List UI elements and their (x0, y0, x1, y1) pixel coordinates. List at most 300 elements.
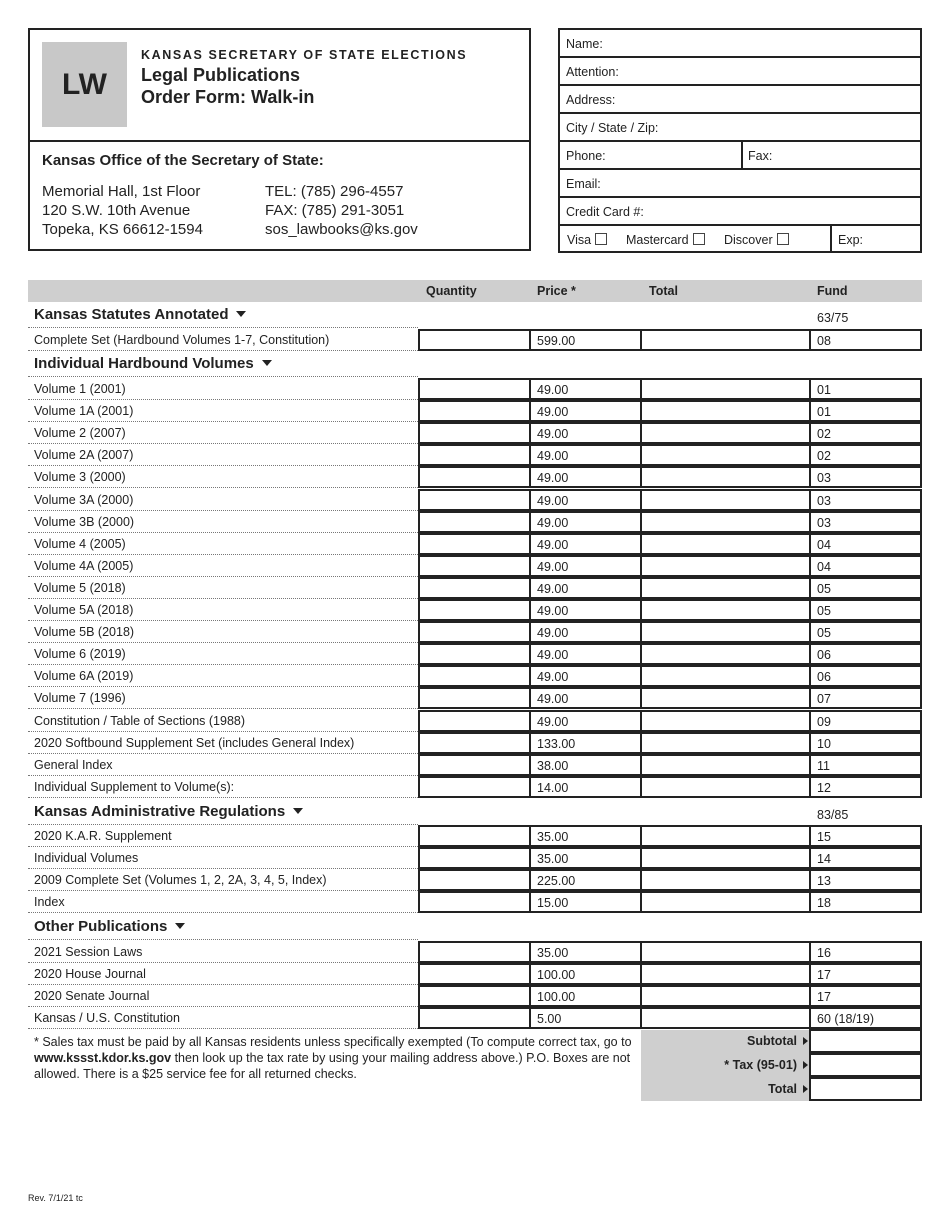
quantity-input[interactable] (418, 378, 531, 400)
quantity-input[interactable] (418, 941, 531, 963)
note-text-1: * Sales tax must be paid by all Kansas residents unless specifically exempted (To compute correct tax, go to (34, 1035, 632, 1049)
item-description: 2020 Softbound Supplement Set (includes General Index) (34, 735, 355, 750)
price-value: 38.00 (537, 758, 569, 773)
price-cell (529, 985, 642, 1007)
fund-value: 03 (817, 493, 831, 508)
name-field[interactable] (560, 30, 920, 58)
total-input[interactable] (640, 378, 811, 400)
price-cell (529, 732, 642, 754)
fund-value: 03 (817, 515, 831, 530)
item-description: Volume 7 (1996) (34, 691, 126, 706)
grand-total-input[interactable] (809, 1077, 922, 1101)
price-value: 49.00 (537, 714, 569, 729)
section-title-text: Kansas Statutes Annotated (34, 306, 229, 323)
total-column-header: Total (649, 284, 678, 298)
mastercard-label: Mastercard (626, 233, 689, 247)
fund-cell (809, 985, 922, 1007)
fund-cell (809, 400, 922, 422)
total-input[interactable] (640, 825, 811, 847)
item-description: Kansas / U.S. Constitution (34, 1011, 180, 1026)
price-cell (529, 776, 642, 798)
phone-number: TEL: (785) 296-4557 (265, 183, 404, 200)
mastercard-option[interactable] (626, 233, 705, 247)
table-row (28, 444, 922, 466)
exp-divider (830, 226, 832, 253)
mastercard-checkbox[interactable] (693, 233, 705, 245)
credit-card-label: Credit Card #: (566, 205, 644, 219)
total-input[interactable] (640, 847, 811, 869)
price-cell (529, 941, 642, 963)
quantity-input[interactable] (418, 985, 531, 1007)
price-value: 49.00 (537, 493, 569, 508)
table-row (28, 825, 922, 847)
phone-fax-row (560, 142, 920, 170)
quantity-input[interactable] (418, 400, 531, 422)
dotted-leader (28, 1028, 418, 1029)
section-dotted-leader (28, 376, 418, 377)
address-field[interactable] (560, 86, 920, 114)
item-description: 2020 House Journal (34, 967, 146, 982)
price-cell (529, 665, 642, 687)
form-title-line2: Order Form: Walk-in (141, 87, 315, 107)
section-dotted-leader (28, 327, 418, 328)
fund-value: 60 (18/19) (817, 1012, 874, 1027)
total-input[interactable] (640, 963, 811, 985)
section-title-text: Other Publications (34, 918, 168, 935)
section-title (34, 803, 303, 820)
table-row (28, 400, 922, 422)
section-title (34, 918, 185, 935)
table-row (28, 985, 922, 1007)
item-description: Volume 2A (2007) (34, 448, 134, 463)
fund-cell (809, 687, 922, 709)
subtotal-label (747, 1034, 808, 1048)
total-input[interactable] (640, 869, 811, 891)
chevron-down-icon (262, 360, 272, 366)
price-value: 49.00 (537, 537, 569, 552)
total-input[interactable] (640, 665, 811, 687)
address-line-3: Topeka, KS 66612-1594 (42, 221, 203, 238)
total-input[interactable] (640, 710, 811, 732)
arrow-right-icon (803, 1061, 808, 1069)
item-description: Volume 1A (2001) (34, 404, 134, 419)
price-value: 49.00 (537, 405, 569, 420)
price-cell (529, 963, 642, 985)
section-fund-code: 83/85 (817, 808, 849, 822)
tax-website-link[interactable]: www.kssst.kdor.ks.gov (34, 1051, 172, 1065)
total-input[interactable] (640, 621, 811, 643)
quantity-input[interactable] (418, 577, 531, 599)
quantity-input[interactable] (418, 825, 531, 847)
card-type-row (560, 226, 920, 253)
fund-column-header: Fund (817, 284, 848, 298)
item-description: Individual Supplement to Volume(s): (34, 779, 235, 794)
fund-cell (809, 599, 922, 621)
item-description: 2021 Session Laws (34, 945, 143, 959)
quantity-input[interactable] (418, 665, 531, 687)
price-cell (529, 511, 642, 533)
fund-value: 17 (817, 968, 831, 983)
note-text-2: then look up the tax rate by using your mailing address above.) P.O. Boxes are not allowed. There is a $25 service fee for all returned checks. (34, 1051, 631, 1081)
city-state-zip-field[interactable] (560, 114, 920, 142)
fund-cell (809, 710, 922, 732)
arrow-right-icon (803, 1085, 808, 1093)
table-row (28, 687, 922, 709)
price-cell (529, 329, 642, 351)
price-cell (529, 555, 642, 577)
dotted-leader (28, 912, 418, 913)
fund-cell (809, 643, 922, 665)
price-cell (529, 444, 642, 466)
table-row (28, 621, 922, 643)
fund-cell (809, 555, 922, 577)
email-address[interactable]: sos_lawbooks@ks.gov (265, 221, 418, 238)
fax-label[interactable]: Fax: (748, 149, 773, 163)
price-cell (529, 599, 642, 621)
fax-number: FAX: (785) 291-3051 (265, 202, 405, 219)
price-cell (529, 643, 642, 665)
chevron-down-icon (293, 808, 303, 814)
quantity-input[interactable] (418, 599, 531, 621)
fund-cell (809, 533, 922, 555)
price-cell (529, 489, 642, 511)
price-value: 49.00 (537, 449, 569, 464)
table-row (28, 941, 922, 963)
discover-option[interactable] (724, 233, 789, 247)
item-description: Index (34, 895, 65, 910)
price-cell (529, 378, 642, 400)
total-input[interactable] (640, 891, 811, 913)
price-cell (529, 466, 642, 488)
quantity-input[interactable] (418, 444, 531, 466)
fund-cell (809, 941, 922, 963)
total-input[interactable] (640, 985, 811, 1007)
phone-label[interactable]: Phone: (566, 149, 606, 163)
price-value: 35.00 (537, 830, 569, 844)
total-input[interactable] (640, 533, 811, 555)
office-info-box (28, 28, 531, 251)
customer-info-form (558, 28, 922, 253)
price-cell (529, 710, 642, 732)
tax-input[interactable] (809, 1053, 922, 1077)
fund-cell (809, 776, 922, 798)
fund-cell (809, 891, 922, 913)
section-title-text: Kansas Administrative Regulations (34, 803, 286, 820)
price-value: 49.00 (537, 471, 569, 486)
arrow-right-icon (803, 1037, 808, 1045)
form-title-area (30, 30, 529, 142)
price-value: 49.00 (537, 692, 569, 707)
exp-label[interactable]: Exp: (838, 233, 864, 247)
price-value: 100.00 (537, 990, 576, 1005)
price-value: 49.00 (537, 604, 569, 618)
total-input[interactable] (640, 1007, 811, 1029)
fund-value: 15 (817, 830, 831, 844)
fund-value: 02 (817, 449, 831, 464)
quantity-input[interactable] (418, 555, 531, 577)
total-input[interactable] (640, 400, 811, 422)
price-cell (529, 891, 642, 913)
fund-value: 13 (817, 874, 831, 889)
fund-value: 17 (817, 990, 831, 1005)
quantity-input[interactable] (418, 869, 531, 891)
fund-cell (809, 621, 922, 643)
quantity-input[interactable] (418, 776, 531, 798)
fund-value: 05 (817, 604, 831, 618)
item-description: Volume 4A (2005) (34, 558, 134, 573)
item-description: Individual Volumes (34, 851, 139, 866)
fund-cell (809, 1007, 922, 1029)
fund-cell (809, 825, 922, 847)
fund-cell (809, 577, 922, 599)
quantity-input[interactable] (418, 732, 531, 754)
total-input[interactable] (640, 577, 811, 599)
total-input[interactable] (640, 941, 811, 963)
price-cell (529, 422, 642, 444)
item-description: General Index (34, 757, 113, 772)
fund-value: 09 (817, 714, 831, 729)
price-value: 49.00 (537, 670, 569, 685)
visa-label: Visa (567, 233, 592, 247)
revision-note: Rev. 7/1/21 tc (28, 1193, 83, 1203)
section-title (34, 306, 246, 323)
total-input[interactable] (640, 776, 811, 798)
total-input[interactable] (640, 687, 811, 709)
total-input[interactable] (640, 643, 811, 665)
city-state-zip-label: City / State / Zip: (566, 121, 659, 135)
discover-label: Discover (724, 233, 773, 247)
quantity-input[interactable] (418, 891, 531, 913)
order-table-header (28, 280, 922, 302)
price-value: 133.00 (537, 736, 576, 751)
price-value: 49.00 (537, 515, 569, 530)
item-description: 2020 Senate Journal (34, 989, 150, 1004)
price-value: 35.00 (537, 852, 569, 867)
quantity-input[interactable] (418, 754, 531, 776)
table-row (28, 710, 922, 732)
sales-tax-note (34, 1034, 638, 1082)
fund-value: 07 (817, 692, 831, 707)
item-description: 2009 Complete Set (Volumes 1, 2, 2A, 3, 4, 5, Index) (34, 873, 327, 888)
total-input[interactable] (640, 444, 811, 466)
table-row (28, 378, 922, 400)
lw-logo: LW (42, 42, 127, 127)
fund-cell (809, 732, 922, 754)
fund-cell (809, 466, 922, 488)
visa-checkbox[interactable] (595, 233, 607, 245)
phone-fax-divider (741, 142, 743, 168)
price-column-header: Price * (537, 284, 576, 298)
total-input[interactable] (640, 511, 811, 533)
price-value: 599.00 (537, 334, 576, 348)
fund-cell (809, 963, 922, 985)
price-value: 49.00 (537, 383, 569, 397)
fund-value: 03 (817, 471, 831, 486)
total-input[interactable] (640, 754, 811, 776)
table-row (28, 577, 922, 599)
email-label: Email: (566, 177, 601, 191)
price-value: 49.00 (537, 626, 569, 641)
quantity-input[interactable] (418, 466, 531, 488)
table-row (28, 665, 922, 687)
fund-value: 10 (817, 736, 831, 751)
fund-cell (809, 378, 922, 400)
quantity-input[interactable] (418, 710, 531, 732)
attention-field[interactable] (560, 58, 920, 86)
grand-total-label (768, 1082, 808, 1096)
price-cell (529, 847, 642, 869)
table-row (28, 776, 922, 798)
total-input[interactable] (640, 466, 811, 488)
fund-cell (809, 511, 922, 533)
total-input[interactable] (640, 489, 811, 511)
price-cell (529, 825, 642, 847)
total-input[interactable] (640, 555, 811, 577)
table-row (28, 511, 922, 533)
total-input[interactable] (640, 329, 811, 351)
tax-label (724, 1058, 808, 1072)
item-description: Volume 1 (2001) (34, 382, 126, 396)
table-row (28, 643, 922, 665)
price-cell (529, 754, 642, 776)
quantity-input[interactable] (418, 422, 531, 444)
table-row (28, 599, 922, 621)
quantity-input[interactable] (418, 963, 531, 985)
section-dotted-leader (28, 939, 418, 940)
table-row (28, 489, 922, 511)
fund-value: 04 (817, 537, 831, 552)
table-row (28, 1007, 922, 1029)
fund-value: 18 (817, 896, 831, 911)
table-row (28, 963, 922, 985)
price-value: 49.00 (537, 559, 569, 574)
table-row (28, 422, 922, 444)
table-row (28, 732, 922, 754)
attention-label: Attention: (566, 65, 619, 79)
price-cell (529, 621, 642, 643)
fund-value: 16 (817, 946, 831, 960)
item-description: Volume 3B (2000) (34, 514, 135, 529)
quantity-input[interactable] (418, 687, 531, 709)
table-row (28, 555, 922, 577)
fund-cell (809, 329, 922, 351)
chevron-down-icon (236, 311, 246, 317)
fund-value: 05 (817, 626, 831, 641)
address-line-1: Memorial Hall, 1st Floor (42, 183, 201, 200)
fund-value: 08 (817, 334, 831, 348)
quantity-input[interactable] (418, 533, 531, 555)
quantity-column-header: Quantity (426, 284, 477, 298)
item-description: Volume 5 (2018) (34, 580, 126, 595)
subtotal-text: Subtotal (747, 1034, 797, 1048)
table-row (28, 891, 922, 913)
price-cell (529, 577, 642, 599)
chevron-down-icon (175, 923, 185, 929)
fund-cell (809, 489, 922, 511)
quantity-input[interactable] (418, 847, 531, 869)
price-value: 5.00 (537, 1012, 562, 1027)
fund-cell (809, 754, 922, 776)
discover-checkbox[interactable] (777, 233, 789, 245)
fund-cell (809, 665, 922, 687)
grand-total-text: Total (768, 1082, 797, 1096)
credit-card-field[interactable] (560, 198, 920, 226)
item-description: Volume 3A (2000) (34, 492, 134, 507)
section-title (34, 355, 272, 372)
fund-value: 12 (817, 780, 831, 795)
address-line-2: 120 S.W. 10th Avenue (42, 202, 191, 219)
fund-cell (809, 847, 922, 869)
quantity-input[interactable] (418, 511, 531, 533)
fund-value: 04 (817, 559, 831, 574)
dotted-leader (28, 797, 418, 798)
office-title: Kansas Office of the Secretary of State: (42, 152, 324, 169)
price-cell (529, 533, 642, 555)
fund-value: 05 (817, 581, 831, 596)
dotted-leader (28, 350, 418, 351)
price-value: 35.00 (537, 946, 569, 960)
price-value: 225.00 (537, 874, 576, 889)
table-row (28, 869, 922, 891)
price-value: 49.00 (537, 581, 569, 596)
fund-value: 01 (817, 383, 831, 397)
quantity-input[interactable] (418, 1007, 531, 1029)
item-description: 2020 K.A.R. Supplement (34, 829, 172, 843)
quantity-input[interactable] (418, 643, 531, 665)
section-fund-code: 63/75 (817, 311, 849, 325)
item-description: Complete Set (Hardbound Volumes 1-7, Constitution) (34, 333, 330, 347)
price-value: 14.00 (537, 780, 569, 795)
fund-value: 11 (817, 758, 830, 773)
total-input[interactable] (640, 422, 811, 444)
form-title-line1: Legal Publications (141, 65, 301, 85)
item-description: Volume 6 (2019) (34, 647, 126, 662)
item-description: Constitution / Table of Sections (1988) (34, 713, 246, 728)
price-cell (529, 687, 642, 709)
price-cell (529, 869, 642, 891)
fund-cell (809, 444, 922, 466)
table-row (28, 847, 922, 869)
section-title-text: Individual Hardbound Volumes (34, 355, 254, 372)
fund-value: 14 (817, 852, 831, 867)
quantity-input[interactable] (418, 621, 531, 643)
price-value: 49.00 (537, 648, 569, 663)
item-description: Volume 5B (2018) (34, 625, 135, 640)
price-cell (529, 1007, 642, 1029)
subtotal-input[interactable] (809, 1029, 922, 1053)
total-input[interactable] (640, 599, 811, 621)
quantity-input[interactable] (418, 329, 531, 351)
table-row (28, 533, 922, 555)
total-input[interactable] (640, 732, 811, 754)
tax-text: * Tax (95-01) (724, 1058, 797, 1072)
table-row (28, 754, 922, 776)
visa-option[interactable] (567, 233, 607, 247)
item-description: Volume 4 (2005) (34, 536, 126, 551)
quantity-input[interactable] (418, 489, 531, 511)
fund-cell (809, 422, 922, 444)
table-row (28, 329, 922, 351)
item-description: Volume 3 (2000) (34, 470, 126, 485)
fund-value: 06 (817, 670, 831, 685)
email-field[interactable] (560, 170, 920, 198)
item-description: Volume 6A (2019) (34, 669, 134, 684)
price-cell (529, 400, 642, 422)
price-value: 15.00 (537, 896, 569, 911)
fund-value: 01 (817, 405, 831, 420)
price-value: 100.00 (537, 968, 576, 983)
fund-value: 02 (817, 427, 831, 442)
